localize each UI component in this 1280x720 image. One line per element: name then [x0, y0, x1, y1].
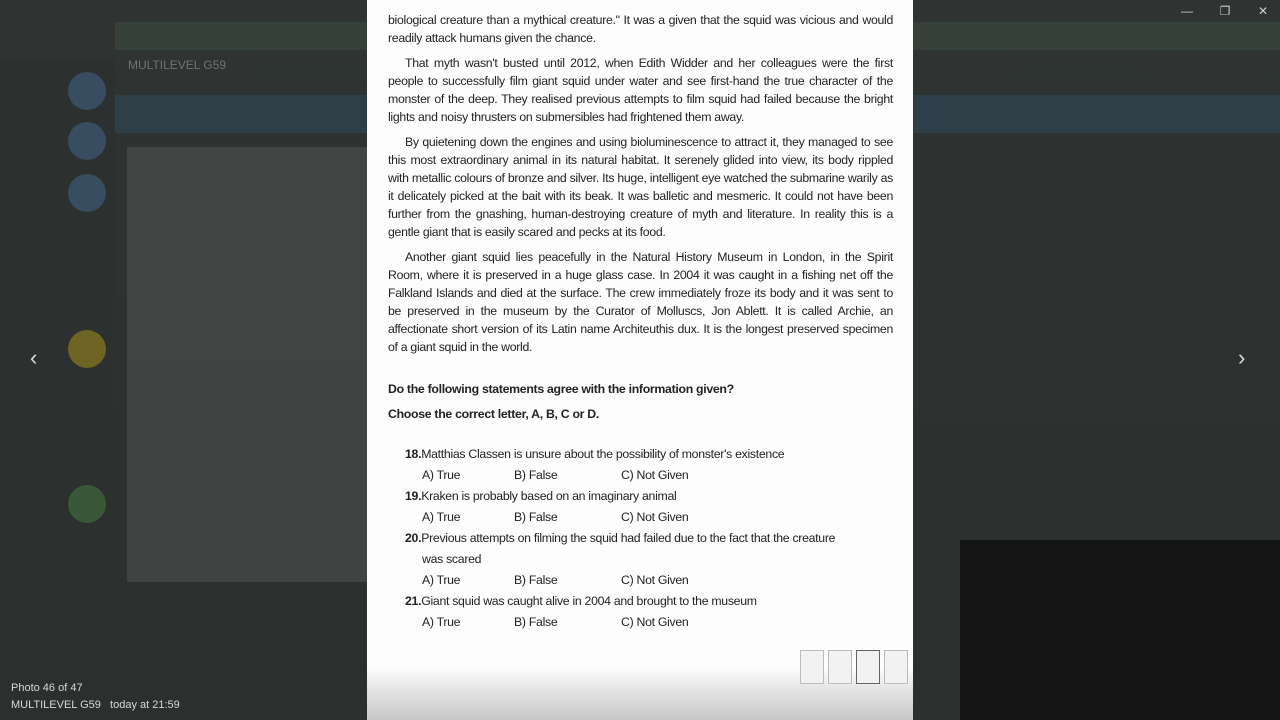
photo-caption — [11, 680, 180, 714]
next-photo-button[interactable]: › — [1238, 345, 1246, 370]
avatar — [68, 72, 106, 110]
thumbnail[interactable] — [800, 650, 824, 684]
minimize-icon[interactable]: — — [1181, 4, 1193, 18]
option-c: C) Not Given — [621, 573, 689, 587]
instruction: Do the following statements agree with the information given? — [388, 382, 734, 396]
option-a: A) True — [422, 468, 461, 482]
chat-name: MULTILEVEL G59 — [11, 699, 101, 711]
avatar — [68, 485, 106, 523]
question-text: Previous attempts on filming the squid had failed due to the fact that the creature — [421, 531, 836, 545]
question-number: 19. — [405, 489, 422, 503]
question-19 — [388, 486, 893, 528]
question-21 — [388, 591, 893, 633]
paragraph: biological creature than a mythical creature." It was a given that the squid was vicious and would readily attack humans given the chance. — [388, 13, 893, 45]
timestamp: today at 21:59 — [110, 699, 180, 711]
paragraph: By quietening down the engines and using bioluminescence to attract it, they managed to see this most extraordinary animal in its natural habitat. It serenely glided into view, its body rippled with metallic colours of bronze and silver. Its huge, intelligent eye watched the submarine warily as it delicately picked at the bait with its beak. It was balletic and mesmeric. It could not have been further from the gnashing, human-destroying creature of myth and literature. In reality this is a gentle giant that is easily scared and pecks at its food. — [388, 135, 893, 239]
question-text: Kraken is probably based on an imaginary animal — [421, 489, 677, 503]
option-b: B) False — [514, 573, 558, 587]
video-overlay — [960, 540, 1280, 720]
thumbnail[interactable] — [828, 650, 852, 684]
option-c: C) Not Given — [621, 510, 689, 524]
option-a: A) True — [422, 510, 461, 524]
option-c: C) Not Given — [621, 468, 689, 482]
window-controls — [1176, 4, 1274, 18]
option-b: B) False — [514, 468, 558, 482]
option-c: C) Not Given — [621, 615, 689, 629]
previous-photo-button[interactable]: ‹ — [30, 345, 38, 370]
avatar — [68, 122, 106, 160]
chat-title: MULTILEVEL G59 — [128, 58, 227, 72]
thumbnail[interactable] — [884, 650, 908, 684]
question-text-continued: was scared — [422, 552, 482, 566]
avatar — [68, 174, 106, 212]
paragraph: Another giant squid lies peacefully in the Natural History Museum in London, in the Spirit Room, where it is preserved in a huge glass case. In 2004 it was caught in a fishing net off the Falkland Islands and died at the surface. The crew immediately froze its body and it was sent to be preserved in the museum by the Curator of Molluscs, Jon Ablett. It is called Archie, an affectionate short version of its Latin name Architeuthis dux. It is the longest preserved specimen of a giant squid in the world. — [388, 250, 893, 354]
document-photo — [367, 0, 913, 720]
option-b: B) False — [514, 510, 558, 524]
thumbnail-selected[interactable] — [856, 650, 880, 684]
question-number: 18. — [405, 447, 422, 461]
option-a: A) True — [422, 615, 461, 629]
restore-icon[interactable]: ❐ — [1219, 4, 1231, 18]
question-text: Matthias Classen is unsure about the possibility of monster's existence — [421, 447, 785, 461]
thumbnail-strip — [800, 650, 908, 684]
question-20 — [388, 528, 893, 591]
blurred-message — [127, 147, 367, 582]
close-icon[interactable]: ✕ — [1257, 4, 1269, 18]
question-text: Giant squid was caught alive in 2004 and brought to the museum — [421, 594, 757, 608]
chat-list — [0, 60, 115, 680]
option-b: B) False — [514, 615, 558, 629]
avatar — [68, 330, 106, 368]
option-a: A) True — [422, 573, 461, 587]
paragraph: That myth wasn't busted until 2012, when Edith Widder and her colleagues were the first people to successfully film giant squid under water and see first-hand the true character of the monster of the deep. They realised previous attempts to film squid had failed because the bright lights and noisy thrusters on submersibles had frightened them away. — [388, 56, 893, 124]
question-number: 21. — [405, 594, 422, 608]
question-number: 20. — [405, 531, 422, 545]
instruction: Choose the correct letter, A, B, C or D. — [388, 407, 599, 421]
question-18 — [388, 444, 893, 486]
photo-counter: Photo 46 of 47 — [11, 682, 83, 694]
